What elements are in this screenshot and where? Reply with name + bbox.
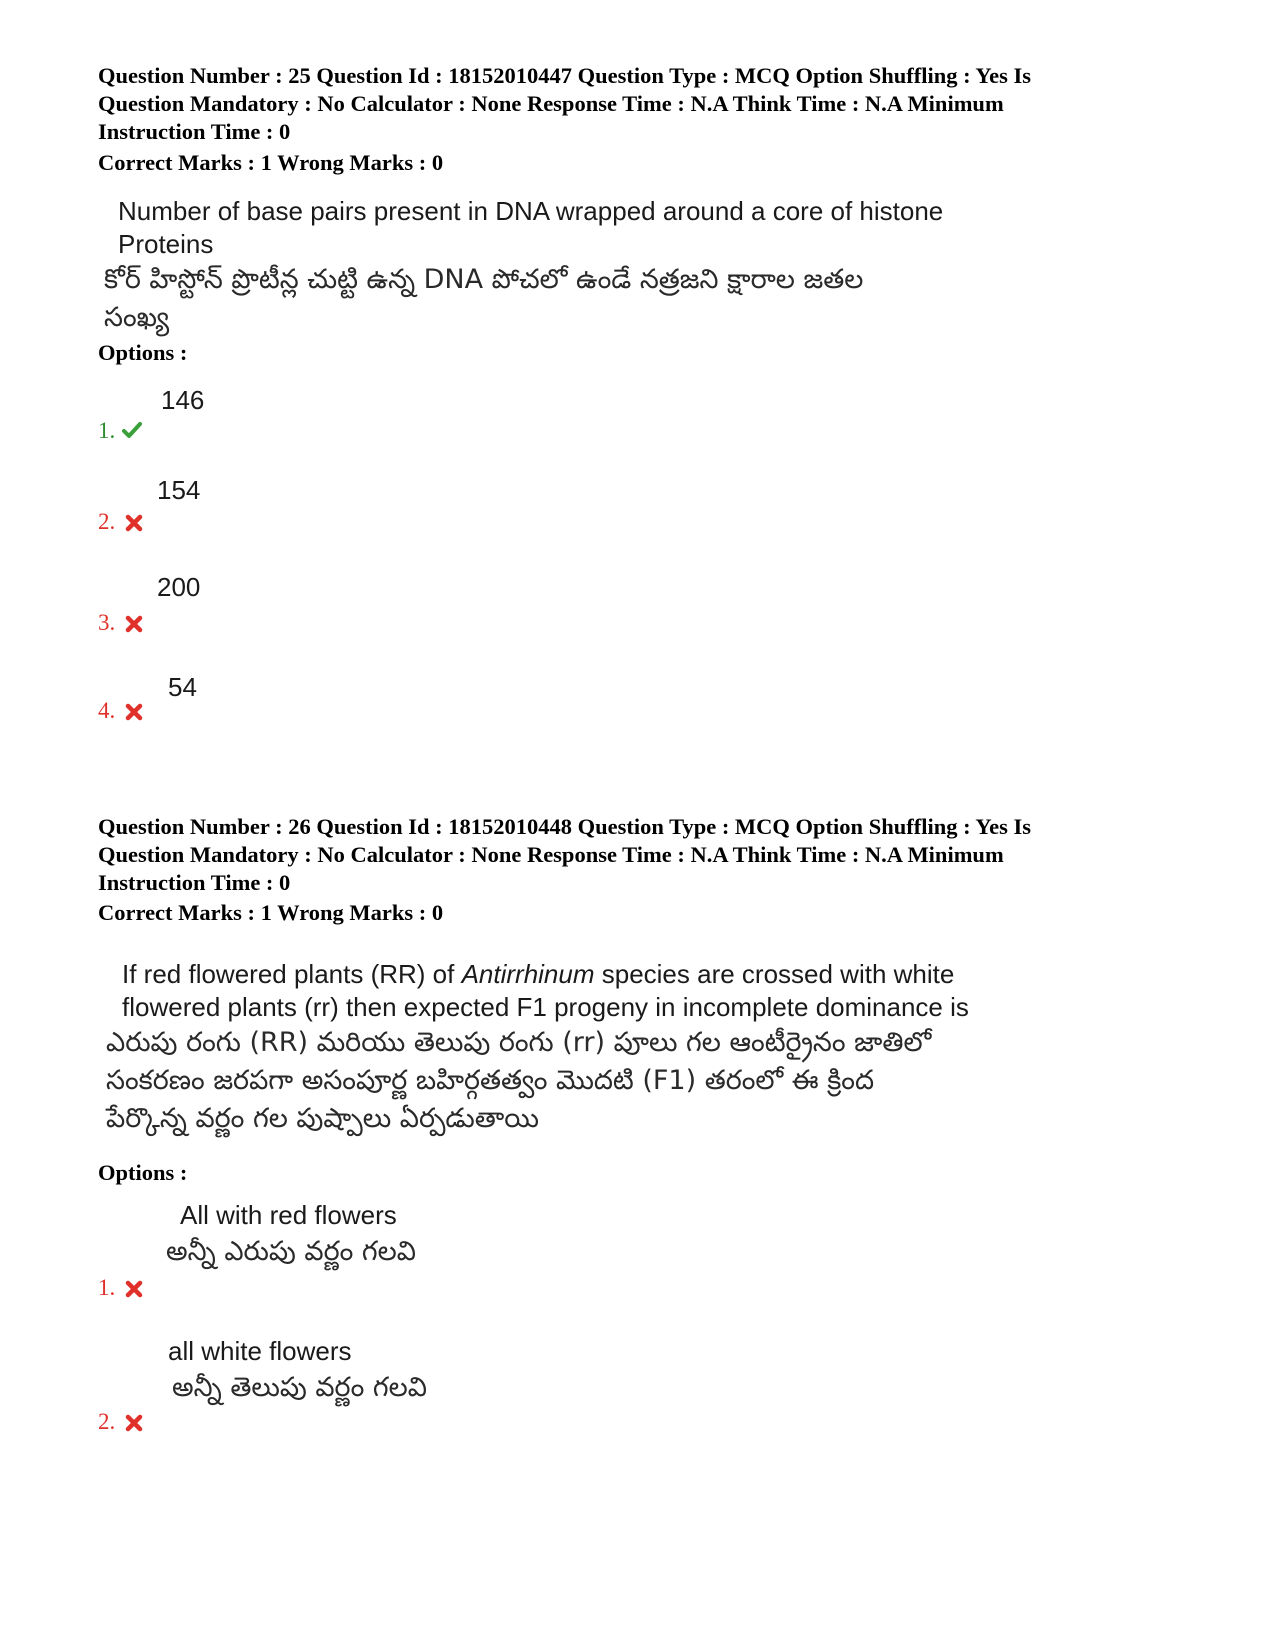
q26-question-te-line: సంకరణం జరపగా అసంపూర్ణ బహిర్గతత్వం మొదటి (F1) తరంలో ఈ క్రింద: [106, 1065, 875, 1096]
cross-icon: [124, 1279, 144, 1299]
q25-option-4-number: 4.: [98, 698, 116, 723]
q25-option-1-text[interactable]: 146: [161, 385, 205, 415]
cross-icon: [124, 1413, 144, 1433]
q26-options-label: Options :: [98, 1160, 188, 1185]
q26-meta: [98, 813, 1178, 897]
check-icon: [122, 420, 142, 440]
q25-option-3-number: 3.: [98, 610, 116, 635]
q25-option-2-text[interactable]: 154: [157, 475, 201, 505]
q25-marks: Correct Marks : 1 Wrong Marks : 0: [98, 150, 444, 175]
q25-meta: [98, 62, 1178, 146]
q25-meta-line: Question Number : 25 Question Id : 18152010447 Question Type : MCQ Option Shuffling : Yes Is: [98, 63, 1032, 88]
cross-icon: [124, 513, 144, 533]
q26-meta-line: Instruction Time : 0: [98, 870, 291, 895]
q26-marks: Correct Marks : 1 Wrong Marks : 0: [98, 900, 444, 925]
q26-question-en-line: If red flowered plants (RR) of Antirrhinum species are crossed with white: [122, 959, 955, 989]
q25-question-en-line: Number of base pairs present in DNA wrapped around a core of histone: [118, 196, 944, 226]
q26-meta-line: Question Number : 26 Question Id : 18152010448 Question Type : MCQ Option Shuffling : Yes Is: [98, 814, 1032, 839]
q26-question-en-line: flowered plants (rr) then expected F1 progeny in incomplete dominance is: [122, 992, 969, 1022]
q25-meta-line: Instruction Time : 0: [98, 119, 291, 144]
q25-question-te-line: కోర్ హిస్టోన్ ప్రొటీన్ల చుట్టి ఉన్న DNA పోచలో ఉండే నత్రజని క్షారాల జతల: [104, 264, 864, 295]
q25-options-label: Options :: [98, 340, 188, 365]
q25-option-4-text[interactable]: 54: [168, 672, 197, 702]
q26-option-1-number: 1.: [98, 1275, 116, 1300]
q25-question-en: [118, 195, 943, 261]
q25-question-te: [104, 261, 863, 337]
q26-meta-line: Question Mandatory : No Calculator : None Response Time : N.A Think Time : N.A Minimum: [98, 842, 1004, 867]
q25-option-1-number: 1.: [98, 418, 116, 443]
q26-question-te: [106, 1024, 931, 1138]
q26-question-te-line: ఎరుపు రంగు (RR) మరియు తెలుపు రంగు (rr) పూలు గల ఆంటీర్రైనం జాతిలో: [106, 1027, 932, 1058]
q26-option-1-text-te[interactable]: అన్నీ ఎరుపు వర్ణం గలవి: [166, 1236, 416, 1267]
q26-question-te-line: పేర్కొన్న వర్ణం గల పుష్పాలు ఏర్పడుతాయి: [106, 1103, 539, 1134]
q26-option-1-text-en[interactable]: All with red flowers: [180, 1200, 397, 1230]
q25-question-te-line: సంఖ్య: [104, 302, 170, 333]
q26-option-2-number: 2.: [98, 1409, 116, 1434]
q25-question-en-line: Proteins: [118, 229, 214, 259]
cross-icon: [124, 702, 144, 722]
q25-meta-line: Question Mandatory : No Calculator : None Response Time : N.A Think Time : N.A Minimum: [98, 91, 1004, 116]
cross-icon: [124, 614, 144, 634]
q25-option-2-number: 2.: [98, 509, 116, 534]
q26-option-2-text-te[interactable]: అన్నీ తెలుపు వర్ణం గలవి: [172, 1372, 427, 1403]
species-name: Antirrhinum: [461, 959, 595, 989]
q25-option-3-text[interactable]: 200: [157, 572, 201, 602]
q26-option-2-text-en[interactable]: all white flowers: [168, 1336, 352, 1366]
q26-question-en: [122, 958, 969, 1024]
